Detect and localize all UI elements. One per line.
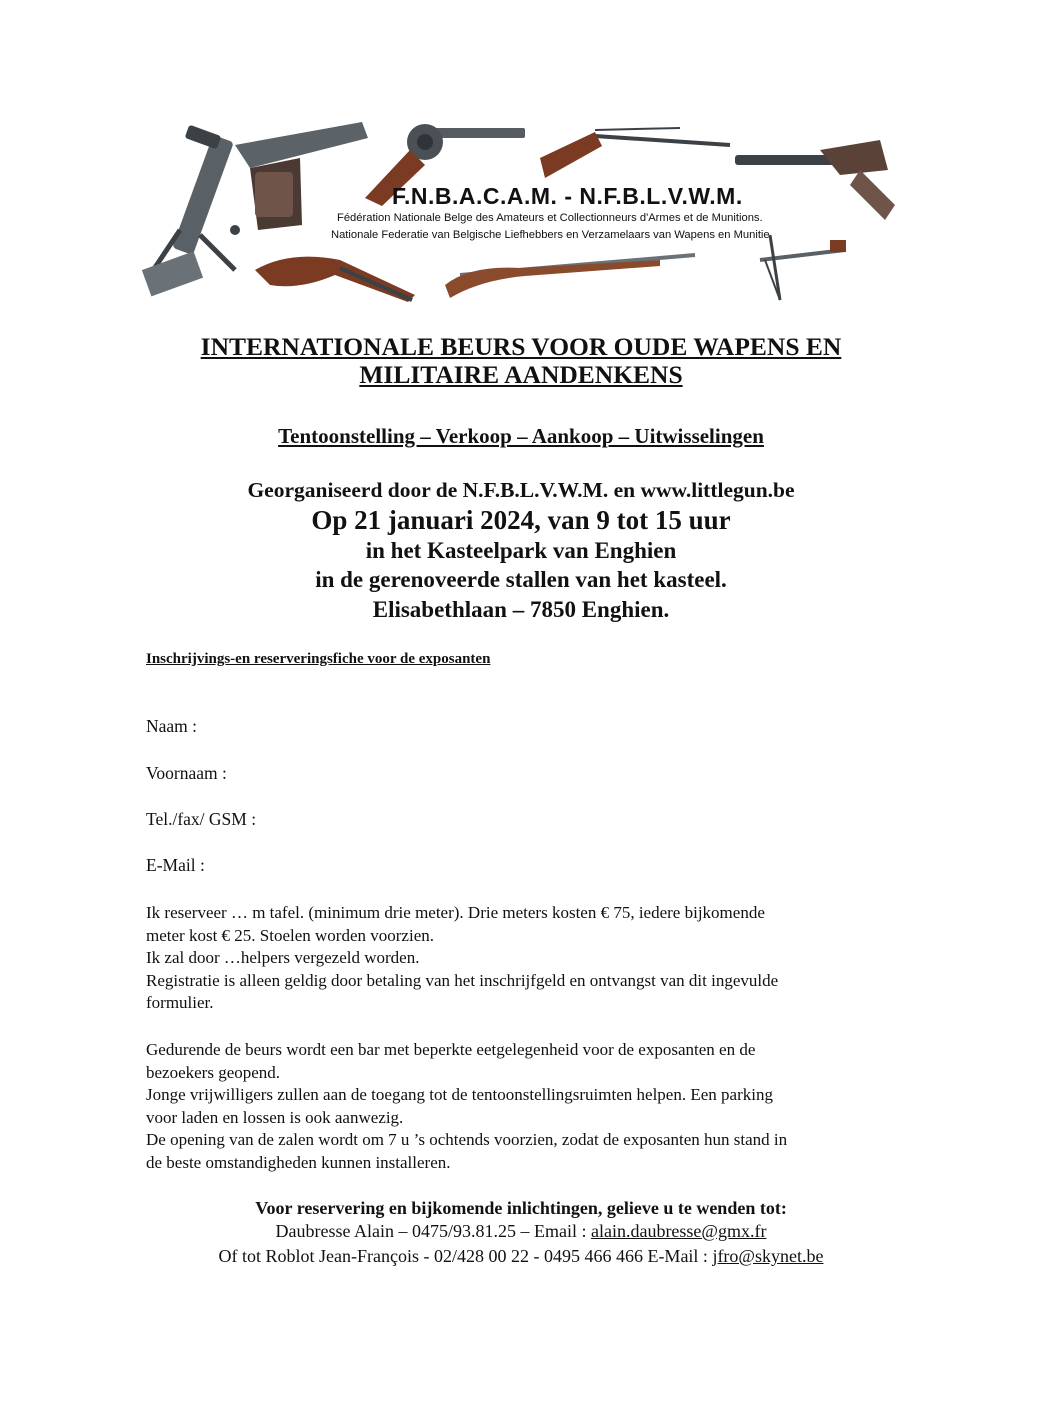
reservation-paragraph bbox=[146, 902, 916, 1015]
reservation-line: meter kost € 25. Stoelen worden voorzien. bbox=[146, 925, 434, 945]
event-date: Op 21 januari 2024, van 9 tot 15 uur bbox=[311, 505, 731, 535]
reservation-line: Registratie is alleen geldig door betaling van het inschrijfgeld en ontvangst van dit ingevulde bbox=[146, 970, 779, 990]
flintlock-pistol-icon bbox=[255, 257, 415, 302]
event-organiser: Georganiseerd door de N.F.B.L.V.W.M. en www.littlegun.be bbox=[247, 478, 795, 502]
page-title-line2: MILITAIRE AANDENKENS bbox=[359, 360, 683, 389]
mortar-icon bbox=[142, 125, 240, 297]
reservation-line: Ik zal door …helpers vergezeld worden. bbox=[146, 948, 420, 967]
org-abbreviation: F.N.B.A.C.A.M. - N.F.B.L.V.W.M. bbox=[392, 183, 743, 209]
contact-line-2 bbox=[0, 1245, 1042, 1268]
org-name-dutch: Nationale Federatie van Belgische Liefhebbers en Verzamelaars van Wapens en Munitie bbox=[331, 229, 770, 241]
contact1-text: Daubresse Alain – 0475/93.81.25 – Email : bbox=[275, 1221, 591, 1241]
rifle-icon bbox=[445, 255, 695, 298]
form-title: Inschrijvings-en reserveringsfiche voor de exposanten bbox=[146, 651, 491, 667]
reservation-line: Ik reserveer … m tafel. (minimum drie meter). Drie meters kosten € 75, iedere bijkomende bbox=[146, 903, 765, 922]
info-line: de beste omstandigheden kunnen installeren. bbox=[146, 1152, 451, 1172]
info-line: bezoekers geopend. bbox=[146, 1062, 281, 1082]
event-address: Elisabethlaan – 7850 Enghien. bbox=[372, 597, 670, 622]
page-title-line1: INTERNATIONALE BEURS VOOR OUDE WAPENS EN bbox=[200, 332, 842, 361]
contact2-email-link[interactable]: jfro@skynet.be bbox=[712, 1246, 824, 1266]
event-location-line2: in de gerenoveerde stallen van het kasteel. bbox=[315, 567, 727, 592]
subtitle: Tentoonstelling – Verkoop – Aankoop – Uitwisselingen bbox=[278, 424, 764, 448]
contact1-email-link[interactable]: alain.daubresse@gmx.fr bbox=[590, 1221, 767, 1241]
info-line: Gedurende de beurs wordt een bar met beperkte eetgelegenheid voor de exposanten en de bbox=[146, 1040, 756, 1059]
phone-field-label: Tel./fax/ GSM : bbox=[146, 809, 257, 829]
info-paragraph bbox=[146, 1039, 916, 1174]
shotgun-icon bbox=[540, 128, 730, 178]
info-line: De opening van de zalen wordt om 7 u ’s ochtends voorzien, zodat de exposanten hun stand in bbox=[146, 1130, 788, 1149]
header-weapons-illustration bbox=[140, 110, 900, 310]
event-location-line1: in het Kasteelpark van Enghien bbox=[365, 538, 677, 563]
first-name-field-label: Voornaam : bbox=[146, 763, 227, 783]
org-name-french: Fédération Nationale Belge des Amateurs et Collectionneurs d'Armes et de Munitions. bbox=[337, 212, 763, 224]
contact-heading: Voor reservering en bijkomende inlichtingen, gelieve u te wenden tot: bbox=[255, 1198, 787, 1218]
crossbow-icon bbox=[760, 235, 846, 300]
luger-icon bbox=[735, 140, 895, 220]
email-field-label: E-Mail : bbox=[146, 855, 205, 875]
info-line: voor laden en lossen is ook aanwezig. bbox=[146, 1107, 404, 1127]
contact2-text: Of tot Roblot Jean-François - 02/428 00 22 - 0495 466 466 E-Mail : bbox=[218, 1246, 713, 1266]
info-line: Jonge vrijwilligers zullen aan de toegang tot de tentoonstellingsruimten helpen. Een parking bbox=[146, 1085, 773, 1104]
name-field-label: Naam : bbox=[146, 716, 198, 736]
contact-line-1 bbox=[0, 1220, 1042, 1243]
reservation-line: formulier. bbox=[146, 993, 214, 1012]
